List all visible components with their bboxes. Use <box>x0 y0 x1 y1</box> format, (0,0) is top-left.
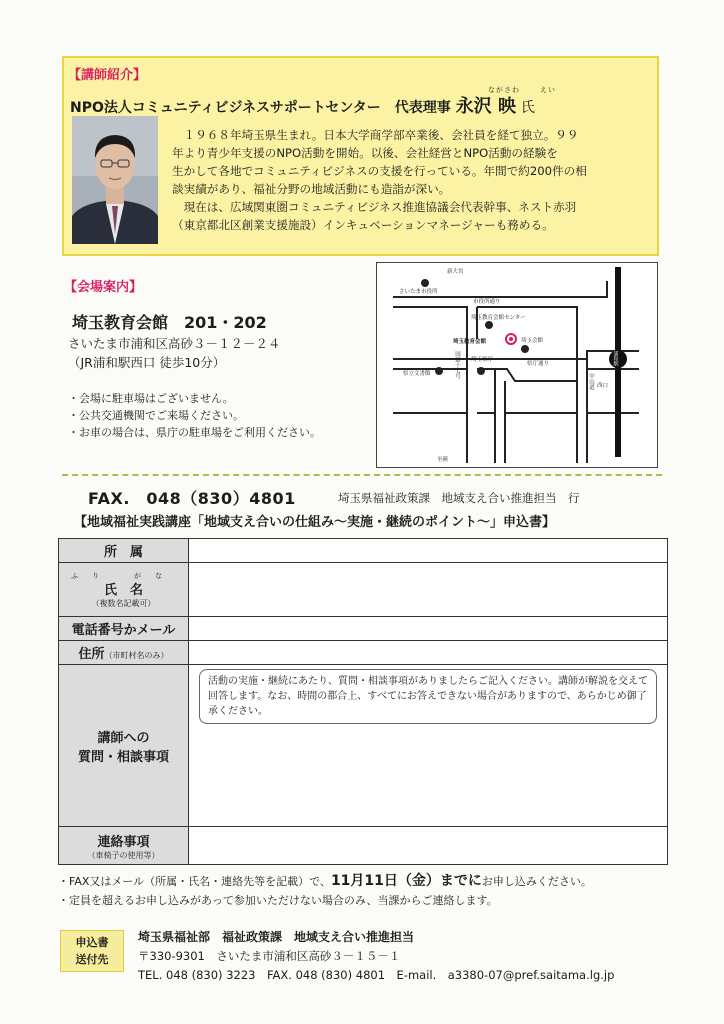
instructor-photo <box>72 116 158 244</box>
instructor-section <box>62 56 659 256</box>
affiliation-field[interactable] <box>189 539 668 563</box>
bio-line: 談実績があり、福祉分野の地域活動にも造詣が深い。 <box>172 182 451 196</box>
map-label: 中山道 <box>588 373 594 390</box>
label-address-note: （市町村名のみ） <box>104 651 169 660</box>
instructor-organization: NPO法人コミュニティビジネスサポートセンター 代表理事 <box>70 100 451 116</box>
label-questions-2: 質問・相談事項 <box>77 749 169 765</box>
map-label: 西口 <box>597 383 609 389</box>
instructor-section-label: 【講師紹介】 <box>68 68 147 83</box>
contact-org: 埼玉県福祉部 福祉政策課 地域支え合い推進担当 <box>138 930 415 944</box>
venue-section-label: 【会場案内】 <box>64 280 143 295</box>
label-name-ruby: ふり がな <box>71 571 176 580</box>
map-label: 埼玉教育会館センター <box>471 315 526 321</box>
instructor-bio <box>172 126 650 234</box>
bio-line: 現在は、広域関東圏コミュニティビジネス推進協議会代表幹事、ネスト赤羽 <box>172 200 577 214</box>
cut-line <box>62 474 662 476</box>
label-questions-cell <box>59 665 189 827</box>
bio-line: （東京都北区創業支援施設）インキュベーションマネージャーも務める。 <box>172 218 554 232</box>
fax-destination: 埼玉県福祉政策課 地域支え合い推進担当 行 <box>338 491 580 505</box>
venue-name: 埼玉教育会館 201・202 <box>72 313 267 332</box>
footer-line-1-pre: ・FAX又はメール（所属・氏名・連絡先等を記載）で、 <box>58 875 331 888</box>
contact-block <box>138 928 614 985</box>
label-remarks-cell <box>59 827 189 865</box>
venue-note: ・お車の場合は、県庁の駐車場をご利用ください。 <box>68 426 321 439</box>
venue-note: ・会場に駐車場はございません。 <box>68 392 234 405</box>
map-label: 埼玉県庁 <box>471 357 494 363</box>
name-ruby-given: えい <box>540 86 556 94</box>
name-field[interactable] <box>189 563 668 617</box>
instructor-honorific: 氏 <box>520 100 535 116</box>
footer-notes <box>58 872 592 910</box>
label-name-note: （複数名記載可） <box>91 598 156 608</box>
label-remarks: 連絡事項 <box>97 834 150 850</box>
label-name: 氏 名 <box>103 582 143 598</box>
map-label: 県庁通り <box>527 361 550 367</box>
footer-line-2: ・定員を超えるお申し込みがあって参加いただけない場合のみ、当課からご連絡します。 <box>58 894 498 907</box>
venue-map <box>376 262 658 468</box>
questions-instruction: 活動の実施・継続にあたり、質問・相談事項がありましたらご記入ください。講師が解説を交えて回答します。なお、時間の都合上、すべてにお答えできない場合がありますので、あらかじめ御了承ください。 <box>199 669 657 724</box>
form-title: 【地域福祉実践講座「地域支え合いの仕組み～実施・継続のポイント～」申込書】 <box>74 515 556 530</box>
label-contact: 電話番号かメール <box>59 617 189 641</box>
application-form <box>58 538 668 865</box>
questions-field[interactable] <box>189 665 668 827</box>
label-questions: 講師への <box>97 730 150 746</box>
label-address-cell <box>59 641 189 665</box>
label-affiliation: 所 属 <box>59 539 189 563</box>
bio-line: 生かして各地でコミュニティビジネスの支援を行っている。年間で約200件の相 <box>172 164 587 178</box>
venue-notes <box>68 390 321 441</box>
contact-field[interactable] <box>189 617 668 641</box>
contact-tel-email <box>138 966 614 985</box>
name-ruby-surname: ながさわ <box>488 86 520 94</box>
instructor-title <box>70 92 535 118</box>
map-label: 新大宮 <box>447 269 464 275</box>
label-remarks-note: （車椅子の使用等） <box>87 850 160 860</box>
fax-number: FAX. 048（830）4801 <box>88 489 296 508</box>
map-label: さいたま市役所 <box>399 289 438 295</box>
map-label: 県立文書館 <box>403 371 431 377</box>
label-name-cell <box>59 563 189 617</box>
contact-tel-fax: TEL. 048 (830) 3223 FAX. 048 (830) 4801 <box>138 968 386 982</box>
sendto-label-2: 送付先 <box>75 953 109 966</box>
footer-line-1 <box>58 872 592 891</box>
map-label: 至蕨 <box>437 457 449 463</box>
map-label: 浦和駅 <box>612 351 619 366</box>
map-label: 埼玉会館 <box>521 338 544 344</box>
venue-note: ・公共交通機関でご来場ください。 <box>68 409 244 422</box>
remarks-field[interactable] <box>189 827 668 865</box>
venue-address: さいたま市浦和区高砂３－１２－２４ <box>68 336 281 351</box>
contact-email[interactable]: E-mail. a3380-07@pref.saitama.lg.jp <box>396 968 615 982</box>
map-label: 埼玉教育会館 <box>453 339 487 345</box>
label-address: 住所 <box>78 647 105 662</box>
sendto-badge <box>60 930 124 972</box>
map-label: 国道十七号 <box>454 351 460 379</box>
bio-line: 年より青少年支援のNPO活動を開始。以後、会社経営とNPO活動の経験を <box>172 146 558 160</box>
bio-line: １９６８年埼玉県生まれ。日本大学商学部卒業後、会社員を経て独立。９９ <box>172 128 579 142</box>
instructor-name: 永沢 映 <box>455 96 516 117</box>
deadline: 11月11日（金）までに <box>330 873 482 889</box>
venue-address-block <box>68 334 281 372</box>
venue-access: （JR浦和駅西口 徒歩10分） <box>68 355 226 370</box>
map-label: 市役所通り <box>473 299 501 305</box>
sendto-label-1: 申込書 <box>75 936 109 949</box>
address-field[interactable] <box>189 641 668 665</box>
contact-postal: 〒330-9301 さいたま市浦和区高砂３－１５－１ <box>138 949 401 963</box>
footer-line-1-post: お申し込みください。 <box>481 875 592 888</box>
